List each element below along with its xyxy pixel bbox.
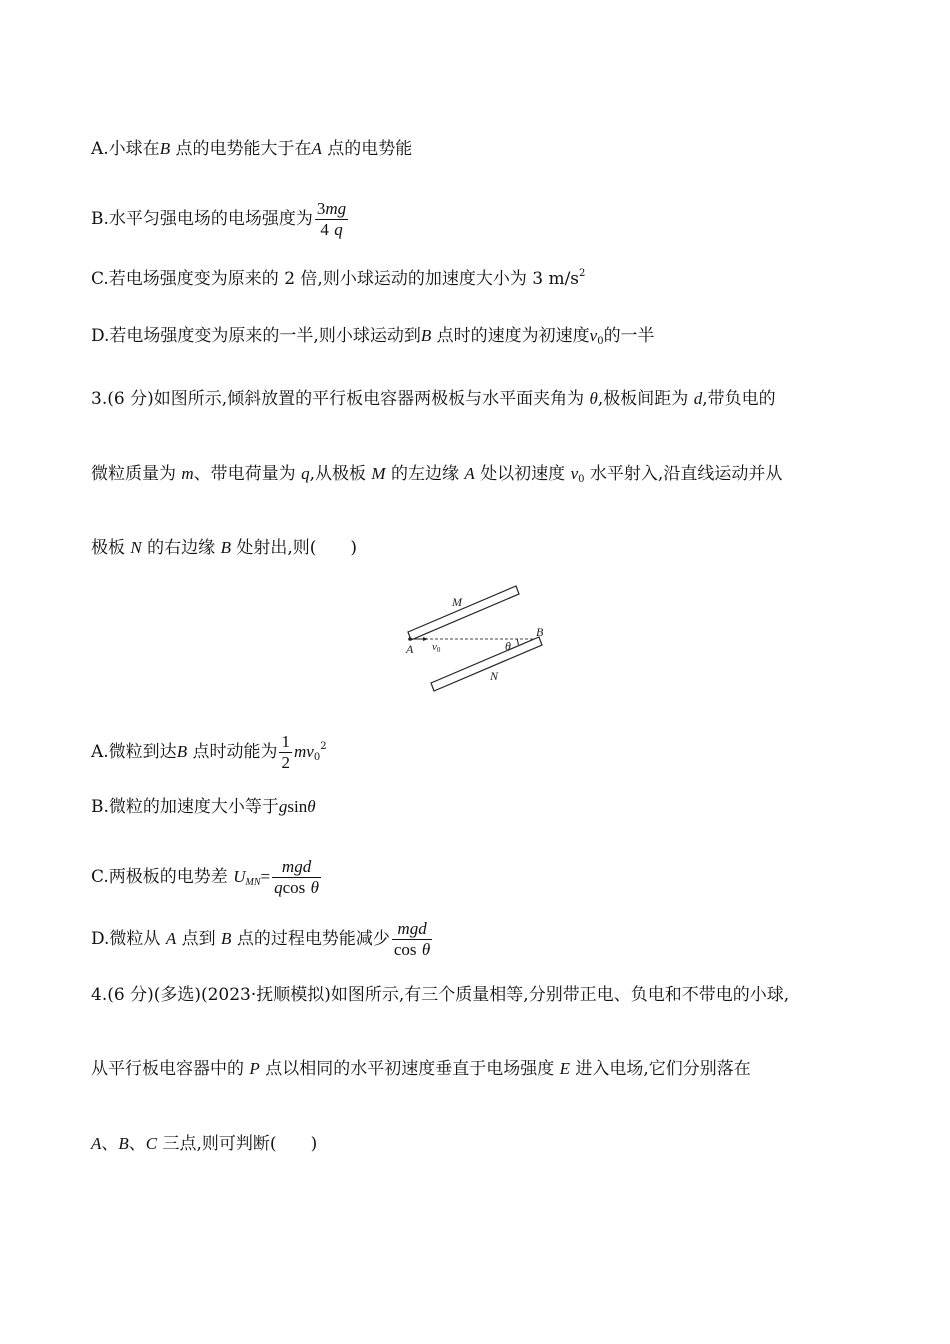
energy-decrease-fraction: $\frac{\text{mgd}}{\text{cos θ}}$ (393, 919, 431, 959)
plate-m (408, 586, 519, 640)
point-a-dot (408, 637, 412, 641)
q2-option-b: B.水平匀强电场的电场强度为 $\frac{3mg}{4 q}$ (91, 199, 347, 239)
label-a: A (406, 642, 414, 656)
label-v0: v0 (432, 641, 441, 654)
label-n: N (490, 669, 499, 683)
label-m: M (452, 595, 462, 609)
label-theta: θ (505, 639, 511, 653)
label-b: B (536, 625, 544, 639)
plate-n (431, 637, 542, 691)
q3-stem-line-1: 3.(6 分)如图所示,倾斜放置的平行板电容器两极板与水平面夹角为 θ,极板间距为 d,带负电的 (91, 389, 776, 409)
half-fraction: $\frac{1}{2}$ (281, 732, 290, 772)
q2-option-d: D.若电场强度变为原来的一半,则小球运动到B 点时的速度为初速度$v_0$的一半 (91, 326, 655, 347)
velocity-arrowhead (423, 637, 428, 641)
q3-option-b: B.微粒的加速度大小等于gsinθ (91, 797, 316, 817)
q3-option-c: C.两极板的电势差 $U_{MN}=$ $\frac{\text{mgd}}{\text{qcos θ}}$ (91, 857, 320, 897)
q3-stem-line-3: 极板 N 的右边缘 B 处射出,则( ) (91, 538, 358, 558)
theta-arc (517, 639, 518, 645)
capacitor-diagram (400, 582, 550, 698)
q3-stem-line-2: 微粒质量为 m、带电荷量为 q,从极板 M 的左边缘 A 处以初速度 $v_0$ 水平射入,沿直线运动并从 (91, 464, 783, 485)
q3-option-d: D.微粒从 A 点到 B 点的过程电势能减少 $\frac{\text{mgd}}{\text{cos θ}}$ (91, 919, 431, 959)
potential-difference-fraction: $\frac{\text{mgd}}{\text{qcos θ}}$ (274, 857, 320, 897)
q4-stem-line-3: A、B、C 三点,则可判断( ) (91, 1134, 318, 1154)
q2-option-c: C.若电场强度变为原来的 2 倍,则小球运动的加速度大小为 3 $m/s^2$ (91, 268, 586, 289)
q2-option-a: A.小球在B 点的电势能大于在A 点的电势能 (91, 139, 413, 159)
electric-field-fraction: $\frac{3mg}{4 q}$ (316, 199, 347, 239)
q4-stem-line-1: 4.(6 分)(多选)(2023·抚顺模拟)如图所示,有三个质量相等,分别带正电、负电和不带电的小球, (91, 985, 790, 1005)
q4-stem-line-2: 从平行板电容器中的 P 点以相同的水平初速度垂直于电场强度 E 进入电场,它们分别落在 (91, 1059, 751, 1079)
q3-option-a: A.微粒到达B 点时动能为 $\frac{1}{2}$ $mv_0^2$ (91, 732, 327, 772)
